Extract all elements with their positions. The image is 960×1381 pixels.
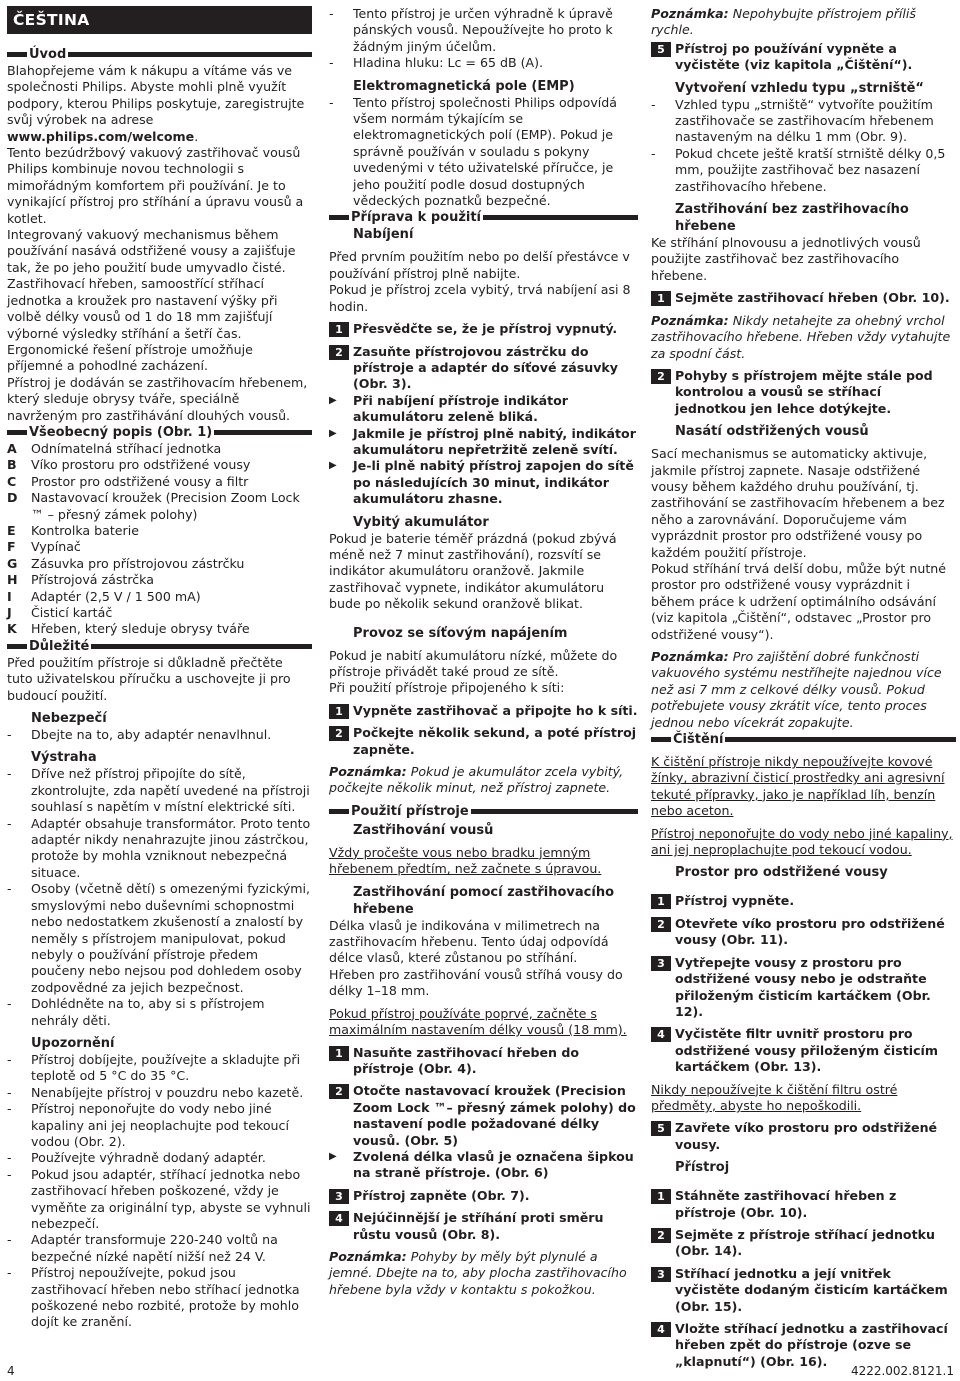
- dash-item-text: Hladina hluku: Lc = 65 dB (A).: [353, 55, 544, 71]
- description-key: H: [7, 572, 18, 588]
- description-text: Vypínač: [31, 539, 81, 555]
- dash-item: [651, 146, 956, 195]
- dash-item: [329, 55, 638, 71]
- bullet-item: [329, 393, 638, 426]
- dash-item: [7, 996, 312, 1029]
- bullet-text: Zvolená délka vlasů je označena šipkou na straně přístroje. (Obr. 6): [353, 1148, 634, 1181]
- page-number: 4: [7, 1364, 15, 1378]
- description-key: K: [7, 621, 17, 637]
- caution-list: [7, 1052, 312, 1331]
- trimming-heading: Zastřihování vousů: [353, 822, 494, 838]
- dash-item: [7, 1085, 312, 1101]
- step-text: Zasuňte přístrojovou zástrčku do přístroje a adaptér do síťové zásuvky (Obr. 3).: [353, 343, 618, 392]
- dash-marker: -: [651, 145, 656, 161]
- cleaning-underlined-1: K čištění přístroje nikdy nepoužívejte kovové žínky, abrazivní čisticí prostředky ani agresivní tekuté přípravky, jako je například líh, benzín nebo aceton.: [651, 754, 945, 819]
- emf-list: [329, 95, 638, 210]
- danger-list: [7, 727, 312, 743]
- stubble-list: [651, 97, 956, 195]
- container-step-5: 5 Zavřete víko prostoru pro odstřižené vousy.: [651, 1120, 956, 1153]
- step-number-badge: 2: [329, 345, 349, 360]
- step-text: Vytřepejte vousy z prostoru pro odstřižené vousy nebo je odstraňte přiloženým čisticím kartáčkem (Obr. 12).: [675, 954, 931, 1019]
- step-number-badge: 3: [651, 956, 671, 971]
- caution-heading: Upozornění: [31, 1035, 115, 1051]
- danger-heading: Nebezpečí: [31, 711, 107, 727]
- step-text: Nasuňte zastřihovací hřeben do přístroje (Obr. 4).: [353, 1044, 580, 1076]
- dash-item-text: Dříve než přístroj připojíte do sítě, zkontrolujte, zda napětí uvedené na přístroji souhlasí s napětím v místní elektrické síti.: [31, 766, 310, 815]
- intro-paragraph-4: Přístroj je dodáván se zastřihovacím hřebenem, který sleduje obrysy tváře, speciálně navrženým pro zastřihávání dlouhých vousů.: [7, 374, 308, 423]
- step-text: Přístroj zapněte (Obr. 7).: [353, 1187, 530, 1203]
- appliance-steps: [651, 1188, 956, 1370]
- vacuum-paragraph-2: Pokud stříhání trvá delší dobu, může být nutné prostor pro odstřižené vousy vyprázdnit i během práce k udržení optimálního odsávání (viz kapitola „Čištění“, odstavec „Prostor pro odstřižené vousy“).: [651, 560, 946, 642]
- emf-heading: Elektromagnetická pole (EMP): [353, 78, 575, 94]
- top-note: Poznámka: Nepohybujte přístrojem příliš rychle.: [651, 6, 916, 38]
- dash-item-text: Osoby (včetně dětí) s omezenými fyzickými, smyslovými nebo duševními schopnostmi nebo nedostatkem zkušeností a znalostí by neměly s přístrojem manipulovat, pokud nebyly o používání přístroje předem poučeny nebo nejsou pod dohledem osoby zodpovědné za jejich bezpečnost.: [31, 881, 311, 995]
- description-key: J: [7, 605, 12, 620]
- bullet-triangle-icon: ▶: [329, 1150, 337, 1162]
- step-number-badge: 1: [651, 894, 671, 909]
- dash-marker: -: [7, 1265, 12, 1281]
- no-comb-paragraph: Ke stříhání plnovousu a jednotlivých vousů použijte zastřihovač bez zastřihovacího hřebene.: [651, 235, 921, 283]
- dash-item-text: Přístroj neponořujte do vody nebo jiné kapaliny ani jej neoplachujte pod tekoucí vodou (Obr. 2).: [31, 1101, 289, 1149]
- comb-bullets: [329, 1149, 638, 1182]
- no-comb-step-1: 1 Sejměte zastřihovací hřeben (Obr. 10).: [651, 290, 956, 306]
- stubble-heading: Vytvoření vzhledu typu „strniště“: [675, 80, 924, 96]
- step-text: Otočte nastavovací kroužek (Precision Zoom Lock ™– přesný zámek polohy) do nastavení podle požadované délky vousů. (Obr. 5): [353, 1083, 636, 1148]
- general-list: [329, 6, 638, 72]
- numbered-step: [329, 703, 638, 719]
- description-list: [7, 441, 312, 638]
- dash-item: [329, 6, 638, 55]
- bullet-item: [329, 426, 638, 459]
- description-item: [7, 441, 312, 457]
- step-number-badge: 1: [651, 1189, 671, 1204]
- appliance-heading: Přístroj: [675, 1160, 730, 1176]
- dash-item-text: Dbejte na to, aby adaptér nenavlhnul.: [31, 727, 272, 743]
- charging-paragraph-2: Pokud je přístroj zcela vybitý, trvá nabíjení asi 8 hodin.: [329, 282, 631, 314]
- container-underlined: Nikdy nepoužívejte k čištění filtru ostré předměty, abyste ho nepoškodili.: [651, 1081, 898, 1113]
- container-heading: Prostor pro odstřižené vousy: [675, 865, 888, 881]
- dash-marker: -: [651, 96, 656, 112]
- description-key: F: [7, 539, 16, 555]
- step-number-badge: 2: [651, 917, 671, 932]
- comb-paragraph-1: Délka vlasů je indikována v milimetrech na zastřihovacím hřebenu. Tento údaj odpovídá délce vlasů, které zůstanou po stříhání.: [329, 917, 609, 966]
- section-intro-heading: Úvod: [7, 46, 312, 63]
- numbered-step: [329, 1045, 638, 1078]
- dash-item: [7, 816, 312, 882]
- dash-marker: -: [7, 1166, 12, 1182]
- cleaning-underlined-2: Přístroj neponořujte do vody nebo jiné kapaliny, ani jej neproplachujte pod tekoucí vodou.: [651, 825, 953, 858]
- vacuum-paragraph-1: Sací mechanismus se automaticky aktivuje, jakmile přístroj zapnete. Nasaje odstřižené vousy během každého druhu používání, tj. zastřihování se zastřihovacím hřebenem a bez něho a zarovnávání. Doporučujeme vám vyprázdnit prostor pro odstřižené vousy po každém použití přístroje.: [651, 446, 945, 560]
- dash-marker: -: [7, 1051, 12, 1067]
- step-text: Stáhněte zastřihovací hřeben z přístroje (Obr. 10).: [675, 1188, 897, 1220]
- dash-item: [7, 881, 312, 996]
- comb-trimming-heading: Zastřihování pomocí zastřihovacího hřebene: [353, 884, 615, 917]
- section-cleaning-heading: Čištění: [651, 731, 956, 748]
- step-text: Počkejte několik sekund, a poté přístroj zapněte.: [353, 725, 637, 757]
- dash-item-text: Tento přístroj společnosti Philips odpovídá všem normám týkajícím se elektromagnetických polí (EMP). Pokud je správně používán v souladu s pokyny uvedenými v této uživatelské příručce, je jeho použití podle dosud dostupných vědeckých poznatků bezpečné.: [353, 94, 618, 209]
- dash-marker: -: [7, 727, 12, 743]
- dash-marker: -: [7, 996, 12, 1012]
- intro-paragraph-2: Tento bezúdržbový vakuový zastřihovač vousů Philips kombinuje novou technologii s mimořádným komfortem při používání. Je to vynikající přístroj pro stříhání a úpravu vousů a kotlet.: [7, 145, 304, 226]
- numbered-step: [329, 1083, 638, 1149]
- numbered-step: [651, 1227, 956, 1260]
- step-number-badge: 4: [651, 1322, 671, 1337]
- step-5-switch-off: 5 Přístroj po používání vypněte a vyčistěte (viz kapitola „Čištění“).: [651, 41, 956, 74]
- dash-marker: -: [7, 1150, 12, 1166]
- section-description-heading: Všeobecný popis (Obr. 1): [7, 424, 312, 441]
- step-text: Vypněte zastřihovač a připojte ho k síti.: [353, 702, 638, 718]
- section-preparation-heading: Příprava k použití: [329, 209, 638, 226]
- numbered-step: [329, 344, 638, 393]
- dash-item: [651, 97, 956, 146]
- no-comb-note: Poznámka: Nikdy netahejte za ohebný vrchol zastřihovacího hřebene. Hřeben vždy vytahujte za spodní část.: [651, 312, 951, 361]
- mains-steps: [329, 703, 638, 758]
- description-key: C: [7, 473, 17, 489]
- description-key: I: [7, 588, 12, 604]
- dash-item: [7, 1052, 312, 1085]
- no-comb-step-2: 2 Pohyby s přístrojem mějte stále pod kontrolou a vousů se stříhací jednotkou jen lehce dotýkejte.: [651, 368, 956, 417]
- dash-marker: -: [329, 94, 334, 110]
- dash-marker: -: [7, 881, 12, 897]
- description-text: Přístrojová zástrčka: [31, 572, 154, 588]
- description-text: Odnímatelná stříhací jednotka: [31, 440, 222, 456]
- comb-steps: [329, 1045, 638, 1149]
- dash-marker: -: [329, 55, 334, 71]
- step-number-badge: 2: [329, 1084, 349, 1099]
- vacuum-heading: Nasátí odstřižených vousů: [675, 424, 869, 440]
- description-text: Čisticí kartáč: [31, 605, 113, 620]
- numbered-step: [329, 321, 638, 337]
- numbered-step: [329, 1188, 638, 1204]
- step-text: Sejměte z přístroje stříhací jednotku (Obr. 14).: [675, 1226, 935, 1259]
- charging-paragraph-1: Před prvním použitím nebo po delší přestávce v používání přístroj plně nabijte.: [329, 249, 630, 281]
- step-number-badge: 3: [651, 1267, 671, 1282]
- step-text: Přesvědčte se, že je přístroj vypnutý.: [353, 321, 618, 337]
- welcome-link[interactable]: www.philips.com/welcome: [7, 128, 195, 144]
- numbered-step: [651, 1266, 956, 1315]
- vacuum-note: Poznámka: Pro zajištění dobré funkčnosti vakuového systému nestříhejte najednou více než asi 7 mm z celkové délky vousů. Pokud potřebujete vousy zkrátit více, tento proces jednou nebo vícekrát zopakujte.: [651, 649, 942, 730]
- step-number-badge: 1: [329, 322, 349, 337]
- description-item: [7, 605, 312, 621]
- dash-marker: -: [7, 1101, 12, 1117]
- description-item: [7, 539, 312, 555]
- dash-item: [7, 1167, 312, 1233]
- section-important-heading: Důležité: [7, 638, 312, 655]
- bullet-text: Jakmile je přístroj plně nabitý, indikátor akumulátoru nepřetržitě zeleně svítí.: [353, 425, 636, 457]
- dash-marker: -: [7, 766, 12, 782]
- step-text: Otevřete víko prostoru pro odstřižené vousy (Obr. 11).: [675, 915, 945, 948]
- bullet-triangle-icon: ▶: [329, 394, 337, 406]
- dash-item-text: Pokud chcete ještě kratší strniště délky 0,5 mm, použijte zastřihovač bez nasazení zastřihovacího hřebene.: [675, 145, 946, 194]
- dash-item-text: Pokud jsou adaptér, stříhací jednotka nebo zastřihovací hřeben poškozené, vždy je vyměňte za originální typ, abyste se vyhnuli nebezpečí.: [31, 1166, 311, 1231]
- dash-item-text: Tento přístroj je určen výhradně k úpravě pánských vousů. Nepoužívejte ho proto k žádným jiným účelům.: [353, 6, 613, 54]
- step-number-badge: 4: [651, 1027, 671, 1042]
- description-text: Prostor pro odstřižené vousy a filtr: [31, 473, 249, 489]
- description-item: [7, 523, 312, 539]
- container-steps: [651, 893, 956, 1075]
- low-battery-heading: Vybitý akumulátor: [353, 514, 489, 530]
- column-2: [329, 6, 638, 1298]
- description-item: [7, 556, 312, 572]
- description-text: Kontrolka baterie: [31, 522, 139, 538]
- dash-item: [7, 1150, 312, 1166]
- column-1: [7, 6, 312, 1331]
- numbered-step: [651, 1026, 956, 1075]
- description-key: D: [7, 490, 18, 506]
- bullet-item: [329, 1149, 638, 1182]
- dash-item-text: Používejte výhradně dodaný adaptér.: [31, 1150, 266, 1166]
- step-text: Přístroj vypněte.: [675, 893, 795, 909]
- dash-item-text: Dohlédněte na to, aby si s přístrojem nehrály děti.: [31, 996, 265, 1028]
- low-battery-paragraph: Pokud je baterie téměř prázdná (pokud zbývá méně než 7 minut zastřihování), rozsvítí se indikátor akumulátoru oranžově. Jakmile zastřihovač vypnete, indikátor akumulátoru bude po několik sekund oranžově blikat.: [329, 530, 617, 612]
- description-text: Adaptér (2,5 V / 1 500 mA): [31, 588, 201, 604]
- step-number-badge: 2: [329, 726, 349, 741]
- mains-paragraph-2: Při použití přístroje připojeného k síti:: [329, 680, 565, 696]
- dash-marker: -: [329, 6, 334, 21]
- dash-marker: -: [7, 1232, 12, 1248]
- dash-item: [7, 766, 312, 815]
- numbered-step: [651, 916, 956, 949]
- first-use-underlined-note: Pokud přístroj používáte poprvé, začněte s maximálním nastavením délky vousů (18 mm).: [329, 1005, 627, 1038]
- bullet-text: Při nabíjení přístroje indikátor akumulátoru zeleně bliká.: [353, 392, 568, 425]
- description-key: E: [7, 522, 16, 538]
- numbered-step: [651, 955, 956, 1021]
- description-text: Hřeben, který sleduje obrysy tváře: [31, 621, 250, 637]
- dash-item: [329, 95, 638, 210]
- description-text: Víko prostoru pro odstřižené vousy: [31, 457, 251, 473]
- dash-item-text: Adaptér obsahuje transformátor. Proto tento adaptér nikdy nenahrazujte jinou zástrčkou, protože by mohla vzniknout nebezpečná situace.: [31, 815, 311, 880]
- dash-item: [7, 1101, 312, 1150]
- charging-bullets: [329, 393, 638, 508]
- step-number-badge: 1: [329, 1046, 349, 1061]
- section-use-heading: Použití přístroje: [329, 803, 638, 820]
- step-text: Vyčistěte filtr uvnitř prostoru pro odstřižené vousy přiloženým čisticím kartáčkem (Obr. 13).: [675, 1026, 938, 1075]
- description-item: [7, 457, 312, 473]
- dash-item: [7, 727, 312, 743]
- dash-item: [7, 1265, 312, 1331]
- numbered-step: [329, 1210, 638, 1243]
- bullet-item: [329, 458, 638, 507]
- step-number-badge: 1: [329, 704, 349, 719]
- dash-item-text: Přístroj dobíjejte, používejte a skladujte při teplotě od 5 °C do 35 °C.: [31, 1051, 301, 1084]
- language-header: ČEŠTINA: [7, 6, 312, 34]
- description-item: [7, 474, 312, 490]
- dash-marker: -: [7, 815, 12, 831]
- bullet-triangle-icon: ▶: [329, 460, 337, 472]
- bullet-text: Je-li plně nabitý přístroj zapojen do sítě po následujících 30 minut, indikátor akumulátoru zhasne.: [353, 458, 634, 507]
- warning-heading: Výstraha: [31, 750, 97, 766]
- description-text: Zásuvka pro přístrojovou zástrčku: [31, 555, 245, 571]
- description-item: [7, 589, 312, 605]
- description-item: [7, 572, 312, 588]
- warning-list: [7, 766, 312, 1029]
- important-paragraph: Před použitím přístroje si důkladně přečtěte tuto uživatelskou příručku a uschovejte ji pro budoucí použití.: [7, 654, 291, 703]
- description-key: G: [7, 555, 18, 571]
- dash-item-text: Vzhled typu „strniště“ vytvoříte použitím zastřihovače se zastřihovacím hřebenem nastaveným na délku 1 mm (Obr. 9).: [675, 96, 934, 145]
- step-number-badge: 4: [329, 1211, 349, 1226]
- document-code: 4222.002.8121.1: [850, 1364, 954, 1378]
- description-item: [7, 490, 312, 523]
- trimming-underlined-note: Vždy pročešte vous nebo bradku jemným hřebenem předtím, než začnete s úpravou.: [329, 844, 602, 877]
- dash-marker: -: [7, 1084, 12, 1100]
- numbered-step: [651, 893, 956, 909]
- comb-steps-2: [329, 1188, 638, 1243]
- dash-item-text: Nenabíjejte přístroj v pouzdru nebo kazetě.: [31, 1084, 304, 1100]
- step-text: Stříhací jednotku a její vnitřek vyčistěte dodaným čisticím kartáčkem (Obr. 15).: [675, 1265, 948, 1314]
- intro-paragraph-3: Integrovaný vakuový mechanismus během používání nasává odstřižené vousy a zajišťuje tak, že po jeho použití bude umyvadlo čisté. Zastřihovací hřeben, samoostřící stříhací jednotka a kroužek pro nastavení výšky při volbě délky vousů od 1 do 18 mm zajišťují výborné výsledky stříhání a šetří čas. Ergonomické řešení přístroje umožňuje příjemné a pohodlné zacházení.: [7, 227, 296, 374]
- intro-paragraph-1: Blahopřejeme vám k nákupu a vítáme vás ve společnosti Philips. Abyste mohli plně využít podpory, kterou Philips poskytuje, zaregistrujte svůj výrobek na adrese www.philips.com/welcome.: [7, 63, 305, 144]
- step-number-badge: 2: [651, 1228, 671, 1243]
- mains-note: Poznámka: Pokud je akumulátor zcela vybitý, počkejte několik minut, než přístroj zapnete.: [329, 764, 624, 796]
- comb-paragraph-2: Hřeben pro zastřihování vousů stříhá vousy do délky 1–18 mm.: [329, 966, 623, 999]
- column-3: [651, 6, 956, 1370]
- description-key: B: [7, 457, 17, 473]
- bullet-triangle-icon: ▶: [329, 427, 337, 439]
- numbered-step: [329, 725, 638, 758]
- step-text: Nejúčinnější je stříhání proti směru růstu vousů (Obr. 8).: [353, 1210, 604, 1242]
- charging-steps: [329, 321, 638, 393]
- dash-item-text: Přístroj nepoužívejte, pokud jsou zastřihovací hřeben nebo stříhací jednotka poškozené nebo rozbité, protože by mohlo dojít ke zranění.: [31, 1265, 300, 1330]
- dash-item-text: Adaptér transformuje 220-240 voltů na bezpečné nízké napětí nižší než 24 V.: [31, 1232, 278, 1264]
- charging-heading: Nabíjení: [353, 227, 414, 243]
- step-number-badge: 3: [329, 1189, 349, 1204]
- numbered-step: [651, 1188, 956, 1221]
- comb-note: Poznámka: Pohyby by měly být plynulé a jemné. Dbejte na to, aby plocha zastřihovacího hřebene byla vždy v kontaktu s pokožkou.: [329, 1248, 627, 1297]
- mains-heading: Provoz se síťovým napájením: [353, 625, 568, 641]
- description-text: Nastavovací kroužek (Precision Zoom Lock ™ – přesný zámek polohy): [31, 490, 300, 522]
- step-text: Vložte stříhací jednotku a zastřihovací hřeben zpět do přístroje (ozve se „klapnutí“) (Obr. 16).: [675, 1321, 948, 1369]
- mains-paragraph-1: Pokud je nabití akumulátoru nízké, můžete do přístroje přivádět také proud ze sítě.: [329, 647, 618, 679]
- description-key: A: [7, 440, 17, 456]
- no-comb-heading: Zastřihování bez zastřihovacího hřebene: [675, 202, 909, 235]
- dash-item: [7, 1232, 312, 1265]
- description-item: [7, 621, 312, 637]
